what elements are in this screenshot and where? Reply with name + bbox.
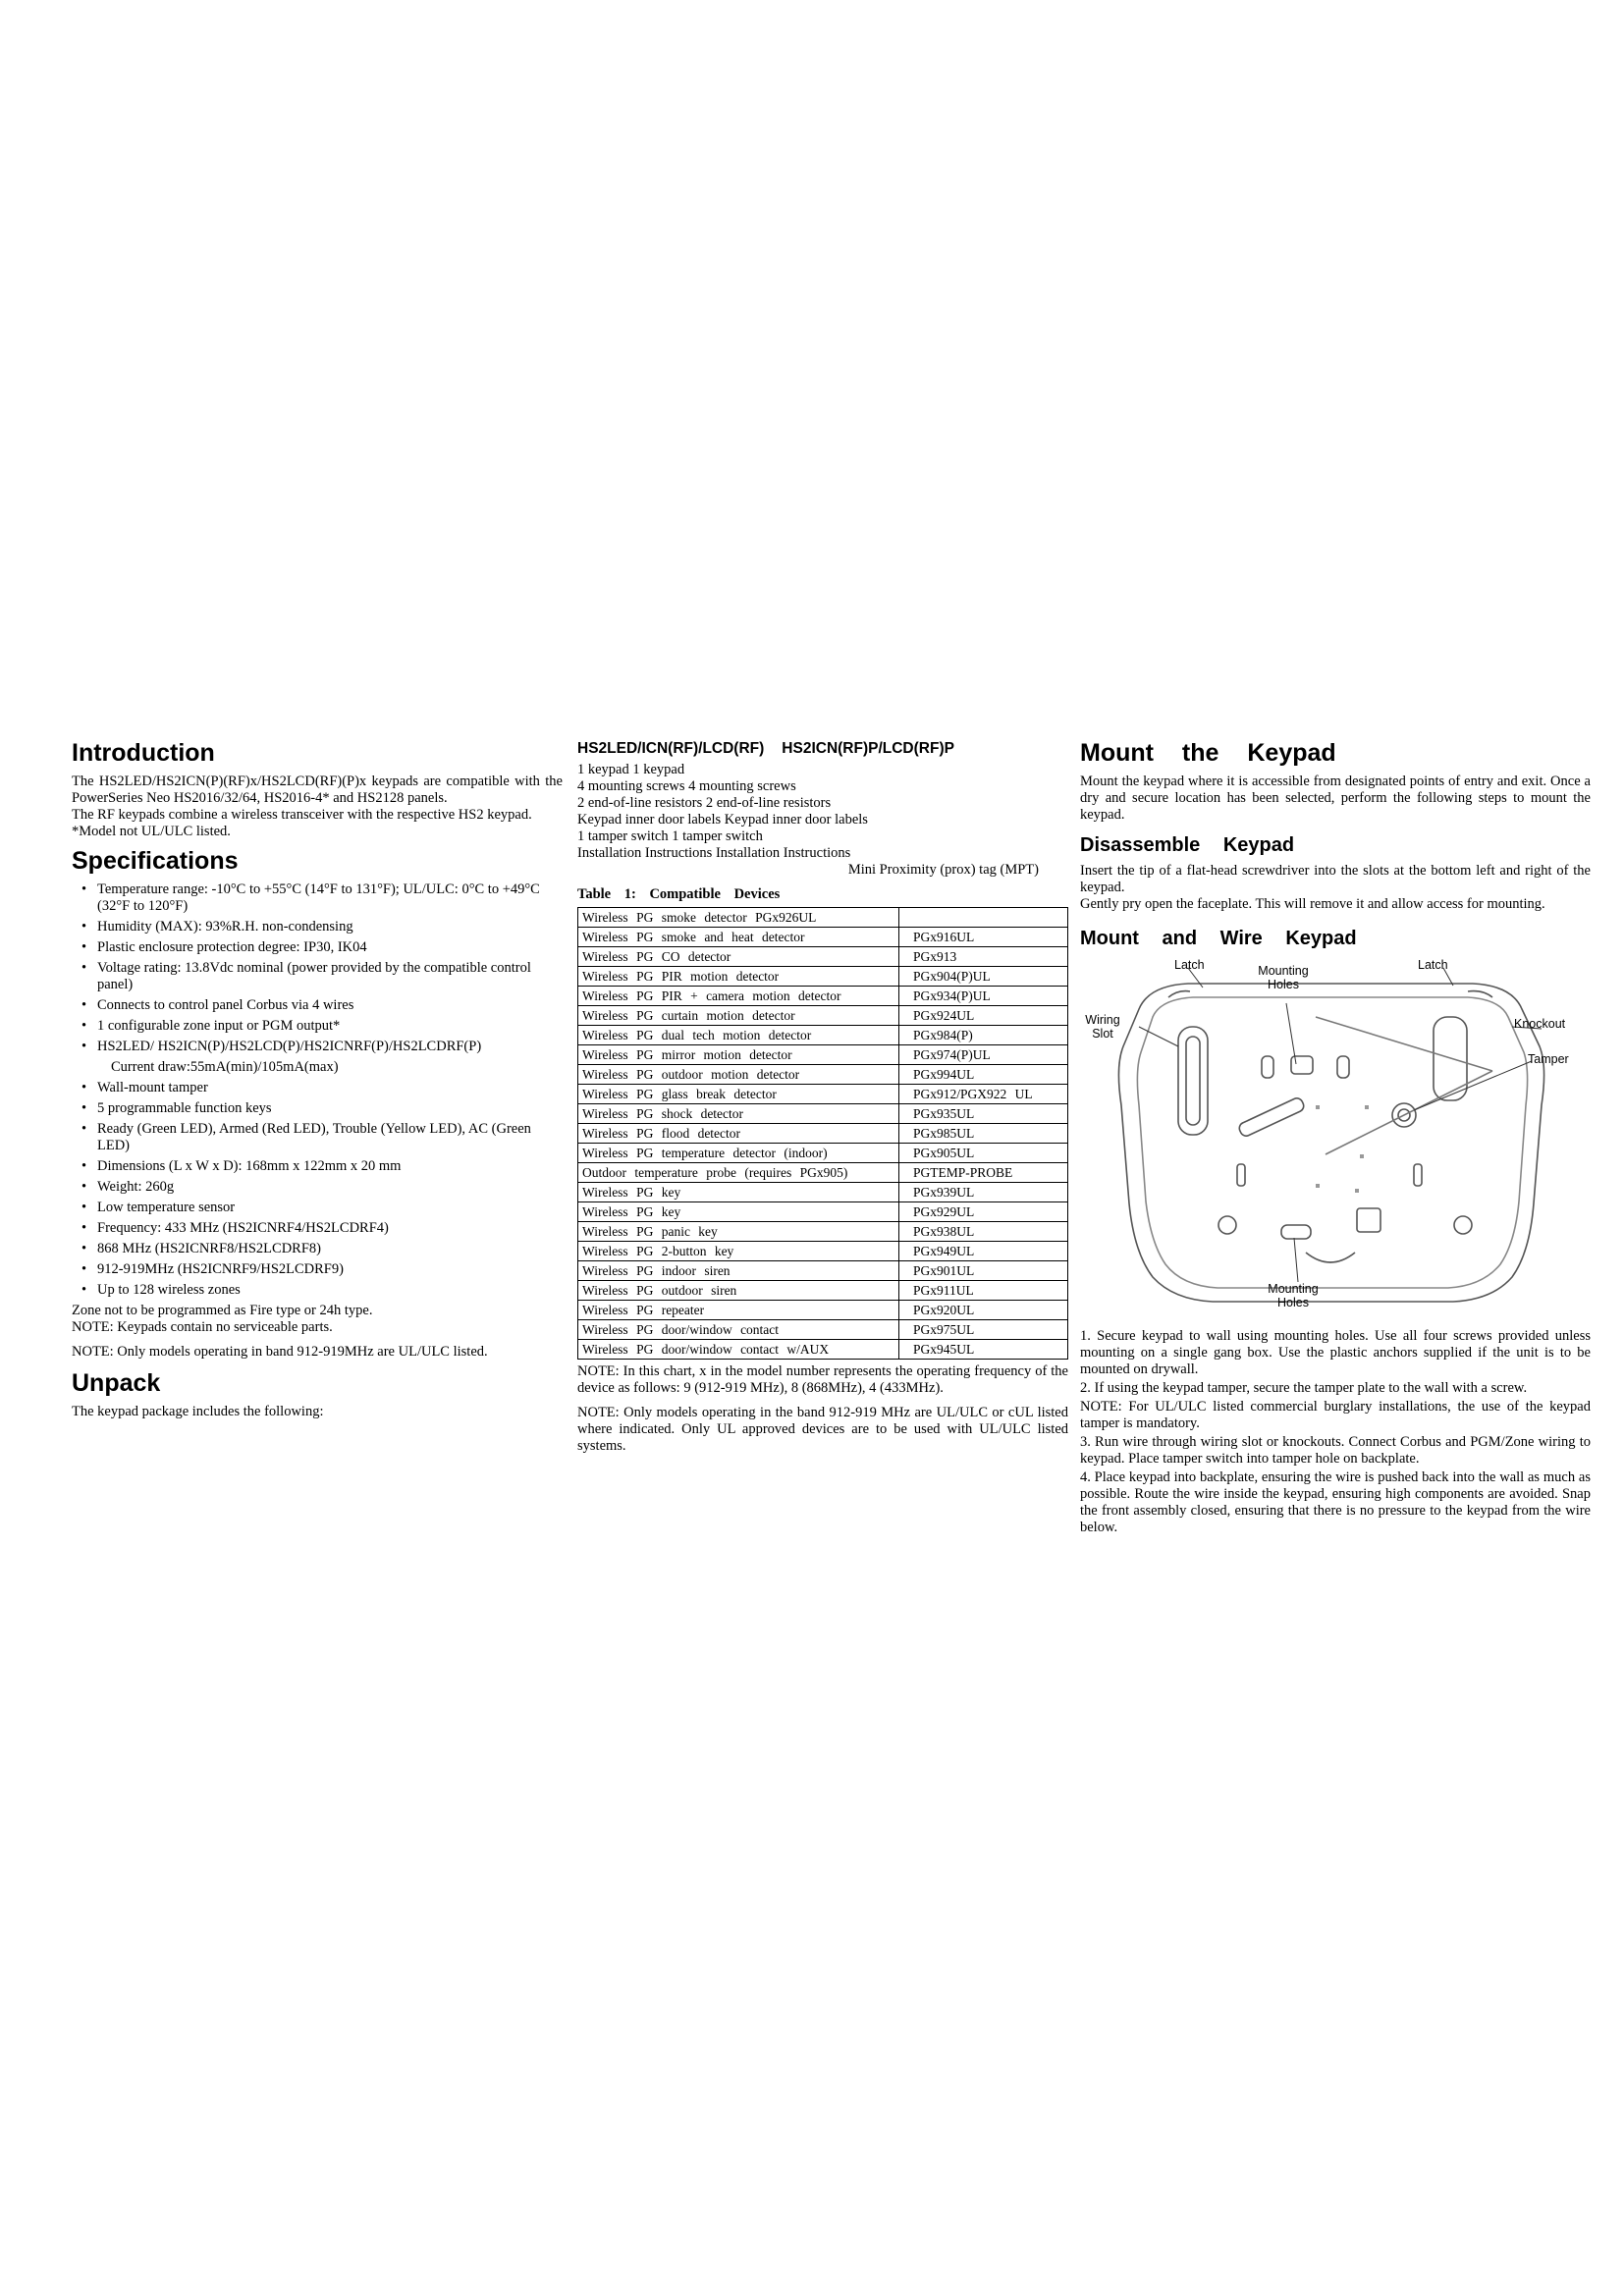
device-model-cell: PGx949UL bbox=[899, 1242, 1068, 1261]
device-model-cell: PGx934(P)UL bbox=[899, 987, 1068, 1006]
device-name-cell: Wireless PG PIR motion detector bbox=[578, 967, 899, 987]
device-model-cell: PGx912/PGX922 UL bbox=[899, 1085, 1068, 1104]
device-row bbox=[578, 1340, 1068, 1360]
spec-item: • Frequency: 433 MHz (HS2ICNRF4/HS2LCDRF4) bbox=[72, 1220, 563, 1237]
device-row bbox=[578, 1281, 1068, 1301]
mounting-holes-bottom-label: Mounting Holes bbox=[1268, 1282, 1319, 1309]
knockout-label: Knockout bbox=[1514, 1017, 1566, 1031]
mounting-steps bbox=[1080, 1328, 1591, 1536]
mount-note: NOTE: For UL/ULC listed commercial burglary installations, the use of the keypad tamper is mandatory. bbox=[1080, 1399, 1591, 1431]
intro-footnote: *Model not UL/ULC listed. bbox=[72, 824, 231, 839]
package-item: 1 tamper switch 1 tamper switch bbox=[577, 828, 763, 844]
device-name-cell: Wireless PG panic key bbox=[578, 1222, 899, 1242]
unpack-heading: Unpack bbox=[72, 1369, 161, 1397]
specifications-list bbox=[72, 881, 563, 1299]
device-name-cell: Wireless PG flood detector bbox=[578, 1124, 899, 1144]
device-name-cell: Wireless PG temperature detector (indoor) bbox=[578, 1144, 899, 1163]
device-row bbox=[578, 1085, 1068, 1104]
device-row bbox=[578, 1202, 1068, 1222]
spec-item: • Humidity (MAX): 93%R.H. non-condensing bbox=[72, 919, 563, 935]
device-row bbox=[578, 928, 1068, 947]
spec-item: • Connects to control panel Corbus via 4 wires bbox=[72, 997, 563, 1014]
device-model-cell: PGx924UL bbox=[899, 1006, 1068, 1026]
device-row bbox=[578, 1124, 1068, 1144]
spec-item: • Ready (Green LED), Armed (Red LED), Trouble (Yellow LED), AC (Green LED) bbox=[72, 1121, 563, 1154]
latch-right-label: Latch bbox=[1418, 958, 1448, 972]
device-row bbox=[578, 987, 1068, 1006]
device-row bbox=[578, 1104, 1068, 1124]
device-model-cell: PGx994UL bbox=[899, 1065, 1068, 1085]
device-name-cell: Wireless PG PIR + camera motion detector bbox=[578, 987, 899, 1006]
package-header-left: HS2LED/ICN(RF)/LCD(RF) bbox=[577, 740, 765, 757]
device-model-cell: PGx929UL bbox=[899, 1202, 1068, 1222]
device-row bbox=[578, 967, 1068, 987]
device-name-cell: Wireless PG curtain motion detector bbox=[578, 1006, 899, 1026]
note-frequency: NOTE: In this chart, x in the model number represents the operating frequency of the device as follows: 9 (912-919 MHz), 8 (868MHz), 4 (433MHz). bbox=[577, 1363, 1068, 1396]
mount-step: 4. Place keypad into backplate, ensuring the wire is pushed back into the wall as much as possible. Route the wire inside the keypad, ensuring high components are avoided. Snap the front assembly closed, ensuring that there is no pressure to the keypad from the wire below. bbox=[1080, 1469, 1591, 1535]
tamper-label: Tamper bbox=[1528, 1052, 1569, 1066]
intro-paragraph: The HS2LED/HS2ICN(P)(RF)x/HS2LCD(RF)(P)x keypads are compatible with the PowerSeries Neo HS2016/32/64, HS2016-4* and HS2128 panels. bbox=[72, 774, 563, 806]
device-name-cell: Wireless PG key bbox=[578, 1202, 899, 1222]
package-contents bbox=[577, 762, 1068, 879]
device-name-cell: Wireless PG shock detector bbox=[578, 1104, 899, 1124]
specifications-heading: Specifications bbox=[72, 847, 239, 875]
note-ul-listed: NOTE: Only models operating in band 912-919MHz are UL/ULC listed. bbox=[72, 1344, 488, 1360]
device-row bbox=[578, 1045, 1068, 1065]
device-name-cell: Wireless PG dual tech motion detector bbox=[578, 1026, 899, 1045]
device-model-cell: PGx939UL bbox=[899, 1183, 1068, 1202]
spec-item: • 5 programmable function keys bbox=[72, 1100, 563, 1117]
zone-note: Zone not to be programmed as Fire type or 24h type. bbox=[72, 1303, 373, 1318]
spec-item: • HS2LED/ HS2ICN(P)/HS2LCD(P)/HS2ICNRF(P)/HS2LCDRF(P) bbox=[72, 1039, 563, 1055]
device-name-cell: Wireless PG outdoor motion detector bbox=[578, 1065, 899, 1085]
device-model-cell: PGx905UL bbox=[899, 1144, 1068, 1163]
device-name-cell: Wireless PG CO detector bbox=[578, 947, 899, 967]
intro-paragraph: The RF keypads combine a wireless transceiver with the respective HS2 keypad. bbox=[72, 807, 532, 823]
unpack-text: The keypad package includes the following: bbox=[72, 1404, 324, 1419]
device-row bbox=[578, 1222, 1068, 1242]
disassemble-heading: Disassemble Keypad bbox=[1080, 834, 1295, 856]
device-model-cell: PGx920UL bbox=[899, 1301, 1068, 1320]
package-item: Keypad inner door labels Keypad inner door labels bbox=[577, 812, 868, 828]
note-ul-devices: NOTE: Only models operating in the band 912-919 MHz are UL/ULC or cUL listed where indicated. Only UL approved devices are to be used with UL/ULC listed systems. bbox=[577, 1405, 1068, 1454]
spec-item: • Plastic enclosure protection degree: IP30, IK04 bbox=[72, 939, 563, 956]
mount-wire-heading: Mount and Wire Keypad bbox=[1080, 928, 1357, 949]
device-row bbox=[578, 1320, 1068, 1340]
device-name-cell: Wireless PG door/window contact bbox=[578, 1320, 899, 1340]
device-row bbox=[578, 1163, 1068, 1183]
keypad-backplate-diagram bbox=[1080, 958, 1576, 1316]
mount-heading: Mount the Keypad bbox=[1080, 739, 1336, 767]
spec-item: • Voltage rating: 13.8Vdc nominal (power provided by the compatible control panel) bbox=[72, 960, 563, 993]
device-name-cell: Wireless PG outdoor siren bbox=[578, 1281, 899, 1301]
spec-item: • Temperature range: -10°C to +55°C (14°F to 131°F); UL/ULC: 0°C to +49°C (32°F to 120°F) bbox=[72, 881, 563, 915]
backplate-drawing bbox=[1080, 958, 1576, 1316]
device-model-cell: PGx935UL bbox=[899, 1104, 1068, 1124]
device-name-cell: Wireless PG key bbox=[578, 1183, 899, 1202]
disassemble-text: Gently pry open the faceplate. This will remove it and allow access for mounting. bbox=[1080, 896, 1545, 912]
mount-step: 1. Secure keypad to wall using mounting holes. Use all four screws provided unless mounting on a single gang box. Use the plastic anchors supplied if the unit is to be mounted on drywall. bbox=[1080, 1328, 1591, 1377]
mount-text: Mount the keypad where it is accessible from designated points of entry and exit. Once a dry and secure location has been selected, perform the following steps to mount the keypad. bbox=[1080, 774, 1591, 823]
device-name-cell: Wireless PG 2-button key bbox=[578, 1242, 899, 1261]
device-model-cell: PGx984(P) bbox=[899, 1026, 1068, 1045]
device-row bbox=[578, 1026, 1068, 1045]
spec-item: • Weight: 260g bbox=[72, 1179, 563, 1196]
wiring-slot-label: Wiring Slot bbox=[1085, 1013, 1120, 1041]
device-model-cell: PGx985UL bbox=[899, 1124, 1068, 1144]
note-serviceable: NOTE: Keypads contain no serviceable parts. bbox=[72, 1319, 333, 1335]
device-row bbox=[578, 1144, 1068, 1163]
package-item: 2 end-of-line resistors 2 end-of-line resistors bbox=[577, 795, 832, 811]
device-name-cell: Wireless PG indoor siren bbox=[578, 1261, 899, 1281]
device-model-cell: PGx913 bbox=[899, 947, 1068, 967]
table-caption: Table 1: Compatible Devices bbox=[577, 886, 781, 902]
disassemble-text: Insert the tip of a flat-head screwdriver into the slots at the bottom left and right of the keypad. bbox=[1080, 863, 1591, 895]
package-header-right: HS2ICN(RF)P/LCD(RF)P bbox=[782, 740, 954, 757]
spec-item: Current draw:55mA(min)/105mA(max) bbox=[111, 1059, 339, 1075]
device-model-cell: PGTEMP-PROBE bbox=[899, 1163, 1068, 1183]
device-name-cell: Wireless PG repeater bbox=[578, 1301, 899, 1320]
device-name-cell: Wireless PG glass break detector bbox=[578, 1085, 899, 1104]
device-name-cell: Wireless PG smoke and heat detector bbox=[578, 928, 899, 947]
device-row bbox=[578, 1065, 1068, 1085]
device-model-cell: PGx945UL bbox=[899, 1340, 1068, 1360]
latch-left-label: Latch bbox=[1174, 958, 1205, 972]
device-model-cell: PGx938UL bbox=[899, 1222, 1068, 1242]
device-model-cell: PGx975UL bbox=[899, 1320, 1068, 1340]
column-middle bbox=[577, 738, 1068, 1455]
device-model-cell bbox=[899, 908, 1068, 928]
column-left bbox=[72, 738, 563, 1420]
device-row bbox=[578, 1242, 1068, 1261]
device-name-cell: Wireless PG smoke detector PGx926UL bbox=[578, 908, 899, 928]
device-name-cell: Outdoor temperature probe (requires PGx905) bbox=[578, 1163, 899, 1183]
device-row bbox=[578, 908, 1068, 928]
introduction-heading: Introduction bbox=[72, 739, 215, 767]
spec-item: • Low temperature sensor bbox=[72, 1200, 563, 1216]
device-row bbox=[578, 1261, 1068, 1281]
spec-item: • 1 configurable zone input or PGM output* bbox=[72, 1018, 563, 1035]
spec-item: • Wall-mount tamper bbox=[72, 1080, 563, 1096]
package-item: 4 mounting screws 4 mounting screws bbox=[577, 778, 796, 794]
device-row bbox=[578, 1006, 1068, 1026]
device-name-cell: Wireless PG mirror motion detector bbox=[578, 1045, 899, 1065]
spec-item: • Dimensions (L x W x D): 168mm x 122mm x 20 mm bbox=[72, 1158, 563, 1175]
package-item-prox: Mini Proximity (prox) tag (MPT) bbox=[847, 862, 1039, 878]
device-name-cell: Wireless PG door/window contact w/AUX bbox=[578, 1340, 899, 1360]
mounting-holes-top-label: Mounting Holes bbox=[1258, 964, 1309, 991]
device-row bbox=[578, 947, 1068, 967]
device-row bbox=[578, 1183, 1068, 1202]
spec-item: • 868 MHz (HS2ICNRF8/HS2LCDRF8) bbox=[72, 1241, 563, 1257]
column-right bbox=[1080, 738, 1591, 1538]
device-row bbox=[578, 1301, 1068, 1320]
compatible-devices-table bbox=[577, 907, 1068, 1360]
spec-item: • 912-919MHz (HS2ICNRF9/HS2LCDRF9) bbox=[72, 1261, 563, 1278]
device-model-cell: PGx911UL bbox=[899, 1281, 1068, 1301]
mount-step: 2. If using the keypad tamper, secure the tamper plate to the wall with a screw. bbox=[1080, 1380, 1528, 1396]
device-model-cell: PGx916UL bbox=[899, 928, 1068, 947]
package-item: 1 keypad 1 keypad bbox=[577, 762, 685, 777]
package-header bbox=[577, 738, 1068, 760]
device-model-cell: PGx974(P)UL bbox=[899, 1045, 1068, 1065]
mount-step: 3. Run wire through wiring slot or knockouts. Connect Corbus and PGM/Zone wiring to keypad. Place tamper switch into tamper hole on backplate. bbox=[1080, 1434, 1591, 1467]
package-item: Installation Instructions Installation Instructions bbox=[577, 845, 851, 861]
device-model-cell: PGx901UL bbox=[899, 1261, 1068, 1281]
device-model-cell: PGx904(P)UL bbox=[899, 967, 1068, 987]
spec-item: • Up to 128 wireless zones bbox=[72, 1282, 563, 1299]
